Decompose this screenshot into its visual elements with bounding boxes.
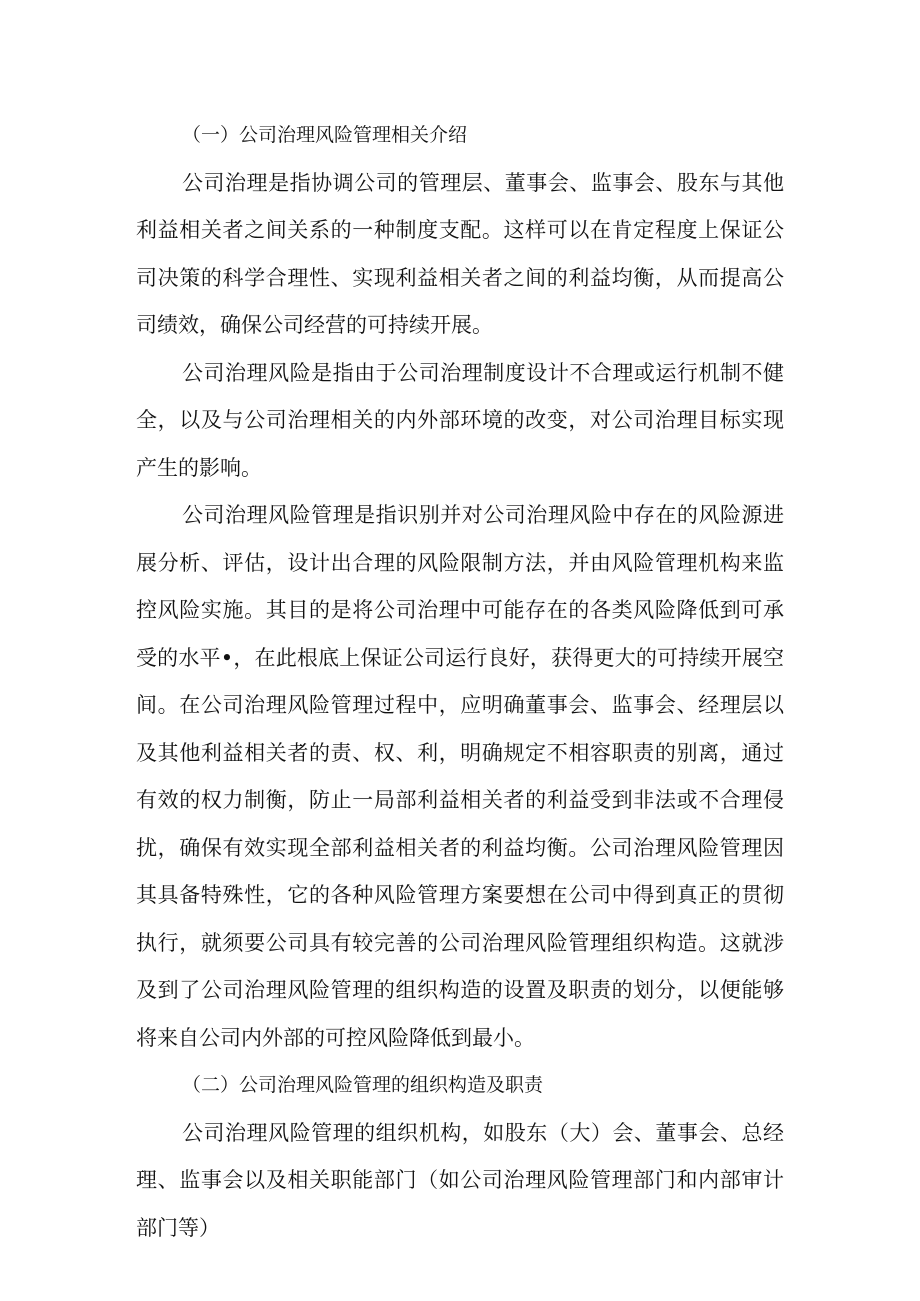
document-body	[136, 112, 784, 1252]
paragraph-governance-risk-management: 公司治理风险管理是指识别并对公司治理风险中存在的风险源进展分析、评估，设计出合理的风险限制方法，并由风险管理机构来监控风险实施。其目的是将公司治理中可能存在的各类风险降低到可承受的水平•，在此根底上保证公司运行良好，获得更大的可持续开展空间。在公司治理风险管理过程中，应明确董事会、监事会、经理层以及其他利益相关者的责、权、利，明确规定不相容职责的别离，通过有效的权力制衡，防止一局部利益相关者的利益受到非法或不合理侵扰，确保有效实现全部利益相关者的利益均衡。公司治理风险管理因其具备特殊性，它的各种风险管理方案要想在公司中得到真正的贯彻执行，就须要公司具有较完善的公司治理风险管理组织构造。这就涉及到了公司治理风险管理的组织构造的设置及职责的划分，以便能够将来自公司内外部的可控风险降低到最小。	[136, 503, 784, 1050]
paragraph-corporate-governance: 公司治理是指协调公司的管理层、董事会、监事会、股东与其他利益相关者之间关系的一种制度支配。这样可以在肯定程度上保证公司决策的科学合理性、实现利益相关者之间的利益均衡，从而提高公司绩效，确保公司经营的可持续开展。	[136, 170, 784, 337]
section-heading-2: （二）公司治理风险管理的组织构造及职责	[182, 1074, 544, 1096]
paragraph-organization-structure: 公司治理风险管理的组织机构，如股东（大）会、董事会、总经理、监事会以及相关职能部门（如公司治理风险管理部门和内部审计部门等）	[136, 1120, 784, 1240]
paragraph-governance-risk: 公司治理风险是指由于公司治理制度设计不合理或运行机制不健全，以及与公司治理相关的内外部环境的改变，对公司治理目标实现产生的影响。	[136, 360, 784, 480]
section-heading-1: （一）公司治理风险管理相关介绍	[182, 124, 468, 146]
